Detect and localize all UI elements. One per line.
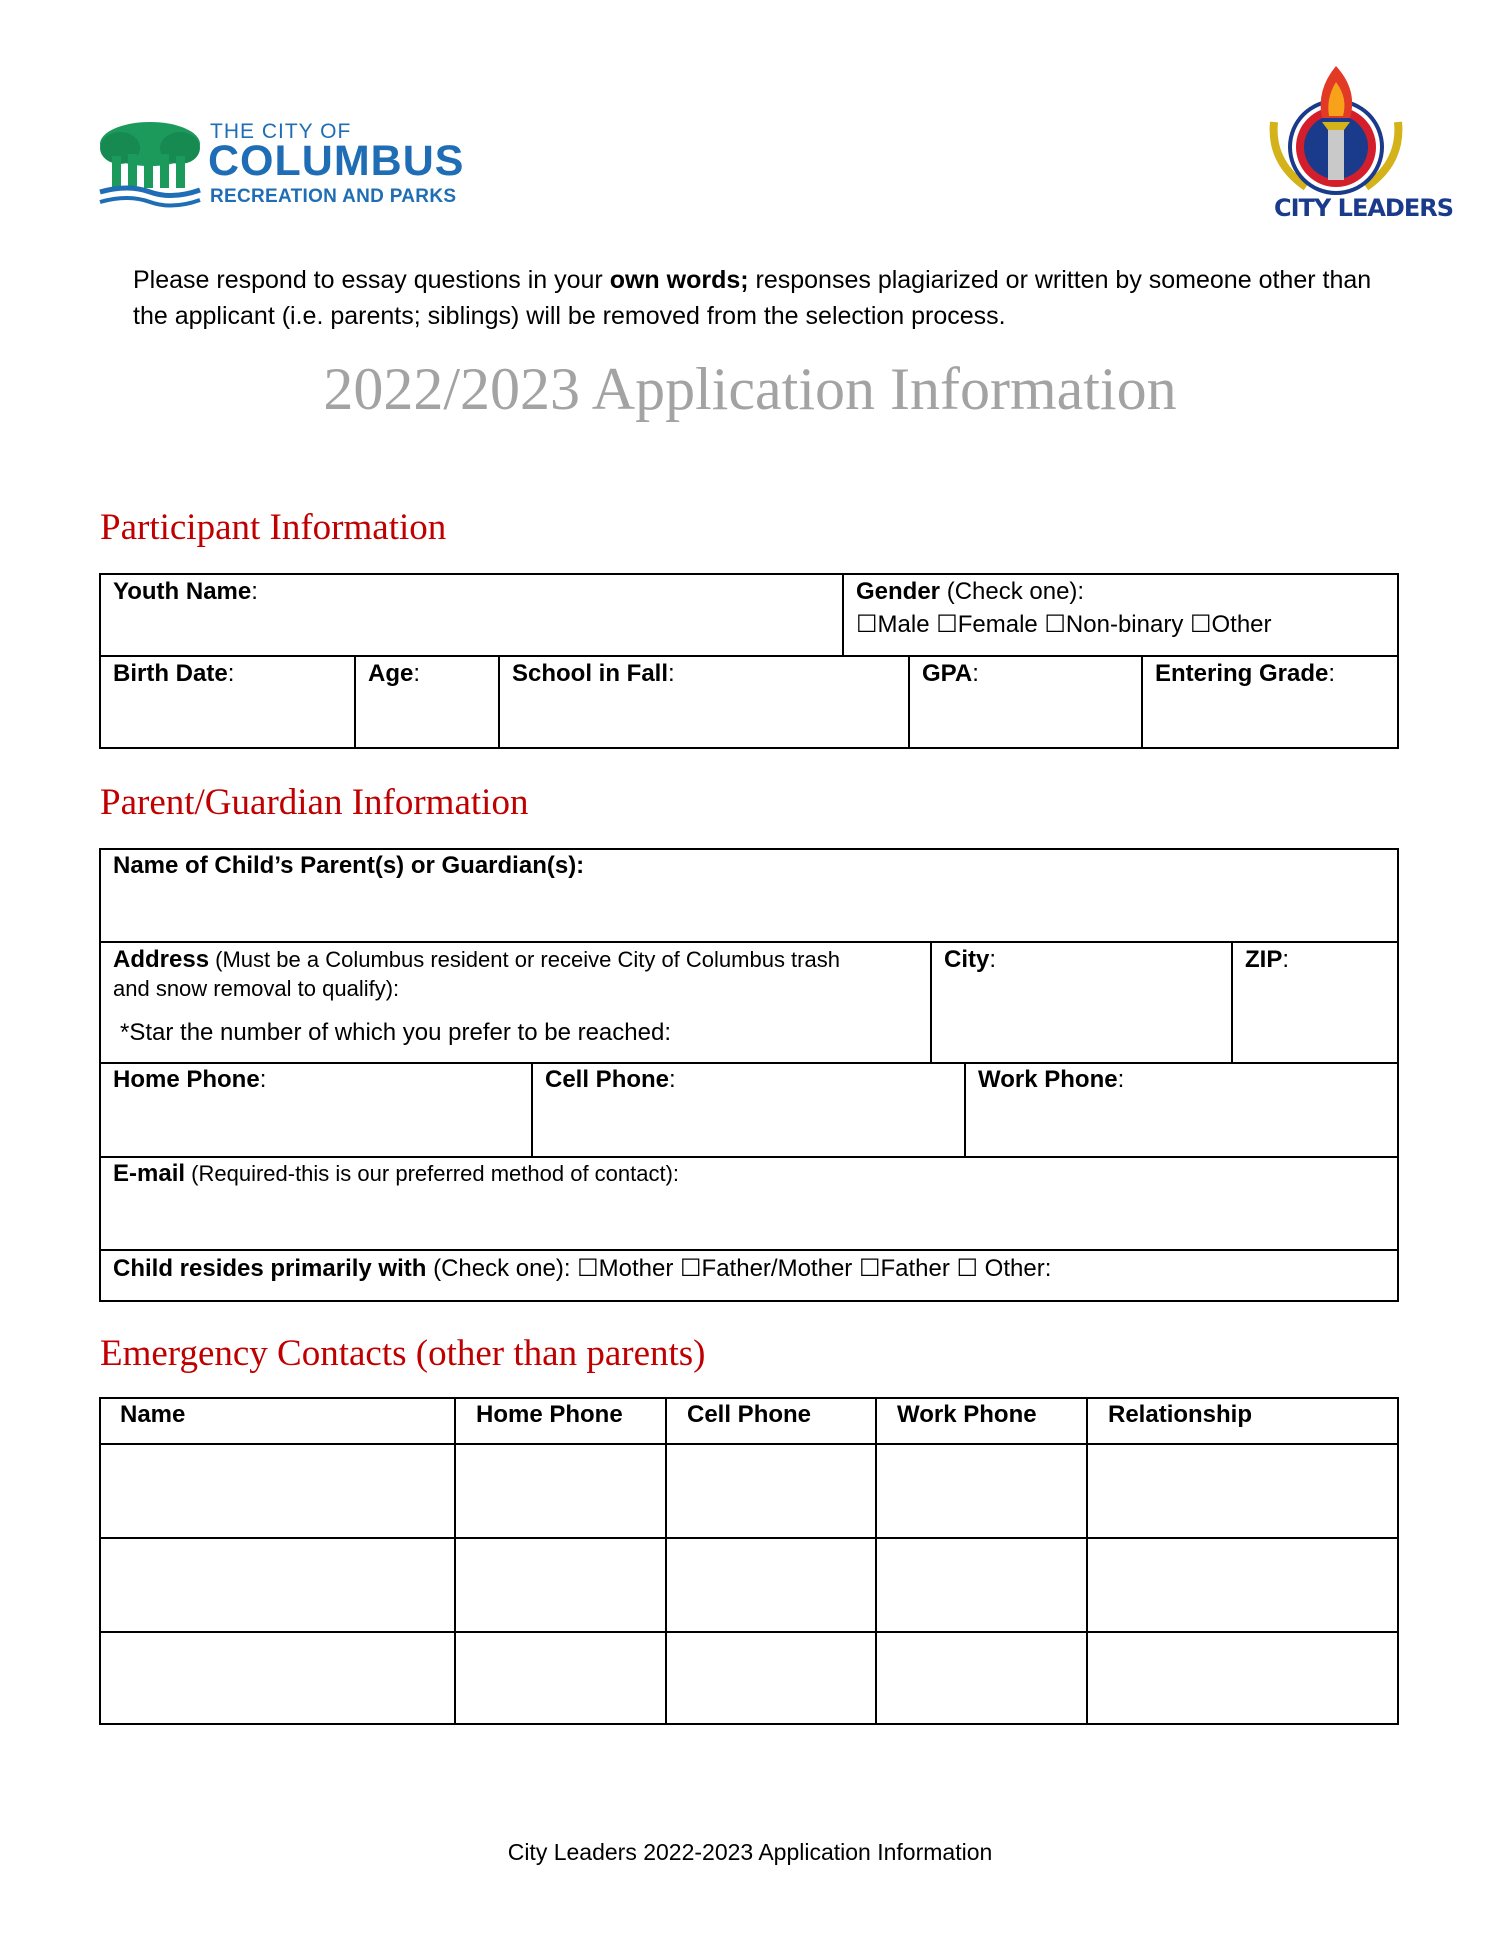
col-header-cell-phone-text: Cell Phone xyxy=(687,1401,812,1428)
parent-row-divider-2 xyxy=(99,1062,1399,1064)
parent-row-divider-3 xyxy=(99,1156,1399,1158)
col-header-cell-phone xyxy=(687,1401,811,1429)
emergency-header-divider xyxy=(99,1443,1399,1445)
columbus-recreation-parks-logo xyxy=(98,118,488,210)
col-header-work-phone-text: Work Phone xyxy=(897,1401,1037,1428)
city-leaders-logo-text: CITY LEADERS xyxy=(1274,194,1453,222)
logo-line-3: RECREATION AND PARKS xyxy=(210,186,457,207)
home-phone-label: Home Phone xyxy=(113,1066,260,1093)
emergency-heading: Emergency Contacts (other than parents) xyxy=(100,1333,706,1374)
zip-label: ZIP xyxy=(1245,946,1283,973)
emergency-row-divider-1 xyxy=(99,1537,1399,1539)
address-col-divider-1 xyxy=(930,941,932,1062)
logo-line-2: COLUMBUS xyxy=(208,137,465,185)
school-field[interactable]: School in Fall: xyxy=(512,660,675,687)
gender-label: Gender xyxy=(856,578,941,605)
work-phone-label: Work Phone xyxy=(978,1066,1118,1093)
gpa-field[interactable]: GPA: xyxy=(922,660,979,687)
resides-hint: (Check one): xyxy=(426,1255,578,1282)
work-phone-field[interactable]: Work Phone: xyxy=(978,1066,1125,1093)
phone-col-divider-2 xyxy=(964,1062,966,1156)
parent-names-field[interactable] xyxy=(113,852,584,880)
emergency-table xyxy=(99,1397,1399,1725)
cell-phone-label: Cell Phone xyxy=(545,1066,670,1093)
emergency-col-divider-4 xyxy=(1086,1397,1088,1725)
resides-with-row[interactable] xyxy=(113,1255,1051,1283)
resides-checkboxes[interactable]: ☐Mother ☐Father/Mother ☐Father ☐ Other: xyxy=(577,1255,1052,1282)
col-header-name-text: Name xyxy=(120,1401,186,1428)
participant-col-divider-1 xyxy=(842,573,844,655)
parent-heading: Parent/Guardian Information xyxy=(100,782,529,823)
gpa-label: GPA xyxy=(922,660,973,687)
emergency-col-divider-3 xyxy=(875,1397,877,1725)
logo-line-1: THE CITY OF xyxy=(210,120,352,143)
email-hint: (Required-this is our preferred method of contact): xyxy=(185,1161,680,1186)
participant-heading: Participant Information xyxy=(100,507,447,548)
zip-field[interactable]: ZIP: xyxy=(1245,946,1290,973)
participant-col-divider-2 xyxy=(354,655,356,749)
city-leaders-logo xyxy=(1266,62,1453,234)
participant-col-divider-3 xyxy=(498,655,500,749)
school-label: School in Fall xyxy=(512,660,669,687)
youth-name-field[interactable]: Youth Name: xyxy=(113,578,258,605)
parent-names-label: Name of Child’s Parent(s) or Guardian(s): xyxy=(113,852,585,879)
emergency-col-divider-2 xyxy=(665,1397,667,1725)
address-field[interactable] xyxy=(113,946,840,974)
page-title: 2022/2023 Application Information xyxy=(323,356,1177,422)
youth-name-label: Youth Name xyxy=(113,578,252,605)
emergency-row-divider-2 xyxy=(99,1631,1399,1633)
home-phone-field[interactable]: Home Phone: xyxy=(113,1066,267,1093)
participant-col-divider-5 xyxy=(1141,655,1143,749)
entering-grade-label: Entering Grade xyxy=(1155,660,1329,687)
col-header-relationship xyxy=(1108,1401,1252,1429)
age-label: Age xyxy=(368,660,414,687)
age-field[interactable]: Age: xyxy=(368,660,421,687)
city-field[interactable]: City: xyxy=(944,946,997,973)
address-hint-2: and snow removal to qualify): xyxy=(113,976,400,1001)
col-header-work-phone xyxy=(897,1401,1037,1429)
col-header-home-phone xyxy=(476,1401,623,1429)
participant-row-divider xyxy=(99,655,1399,657)
intro-bold: own words; xyxy=(609,266,749,294)
email-field[interactable] xyxy=(113,1160,679,1188)
city-label: City xyxy=(944,946,990,973)
page-footer: City Leaders 2022-2023 Application Information xyxy=(507,1839,993,1865)
entering-grade-field[interactable]: Entering Grade: xyxy=(1155,660,1336,687)
birth-date-label: Birth Date xyxy=(113,660,228,687)
resides-label: Child resides primarily with xyxy=(113,1255,427,1282)
cell-phone-field[interactable]: Cell Phone: xyxy=(545,1066,676,1093)
col-header-home-phone-text: Home Phone xyxy=(476,1401,623,1428)
address-hint-1: (Must be a Columbus resident or receive City of Columbus trash xyxy=(209,947,840,972)
emergency-col-divider-1 xyxy=(454,1397,456,1725)
star-note: *Star the number of which you prefer to be reached: xyxy=(120,1019,671,1046)
intro-text-1: Please respond to essay questions in your xyxy=(133,266,610,294)
parent-row-divider-1 xyxy=(99,941,1399,943)
gender-hint: (Check one): xyxy=(940,578,1085,605)
torch-emblem-icon xyxy=(1266,62,1406,197)
intro-text-2: responses plagiarized or written by someone other than the applicant (i.e. parents; siblings) will be removed from the selection process. xyxy=(133,266,1372,330)
gender-checkboxes[interactable]: ☐Male ☐Female ☐Non-binary ☐Other xyxy=(856,611,1272,638)
intro-paragraph xyxy=(133,262,1383,334)
participant-col-divider-4 xyxy=(908,655,910,749)
col-header-name xyxy=(120,1401,185,1429)
phone-col-divider-1 xyxy=(531,1062,533,1156)
birth-date-field[interactable]: Birth Date: xyxy=(113,660,235,687)
gender-label-row xyxy=(856,578,1084,606)
parent-row-divider-4 xyxy=(99,1249,1399,1251)
col-header-relationship-text: Relationship xyxy=(1108,1401,1253,1428)
parent-table xyxy=(99,848,1399,1302)
tree-logo-icon xyxy=(98,118,202,208)
address-label: Address xyxy=(113,946,210,973)
email-label: E-mail xyxy=(113,1160,186,1187)
address-col-divider-2 xyxy=(1231,941,1233,1062)
